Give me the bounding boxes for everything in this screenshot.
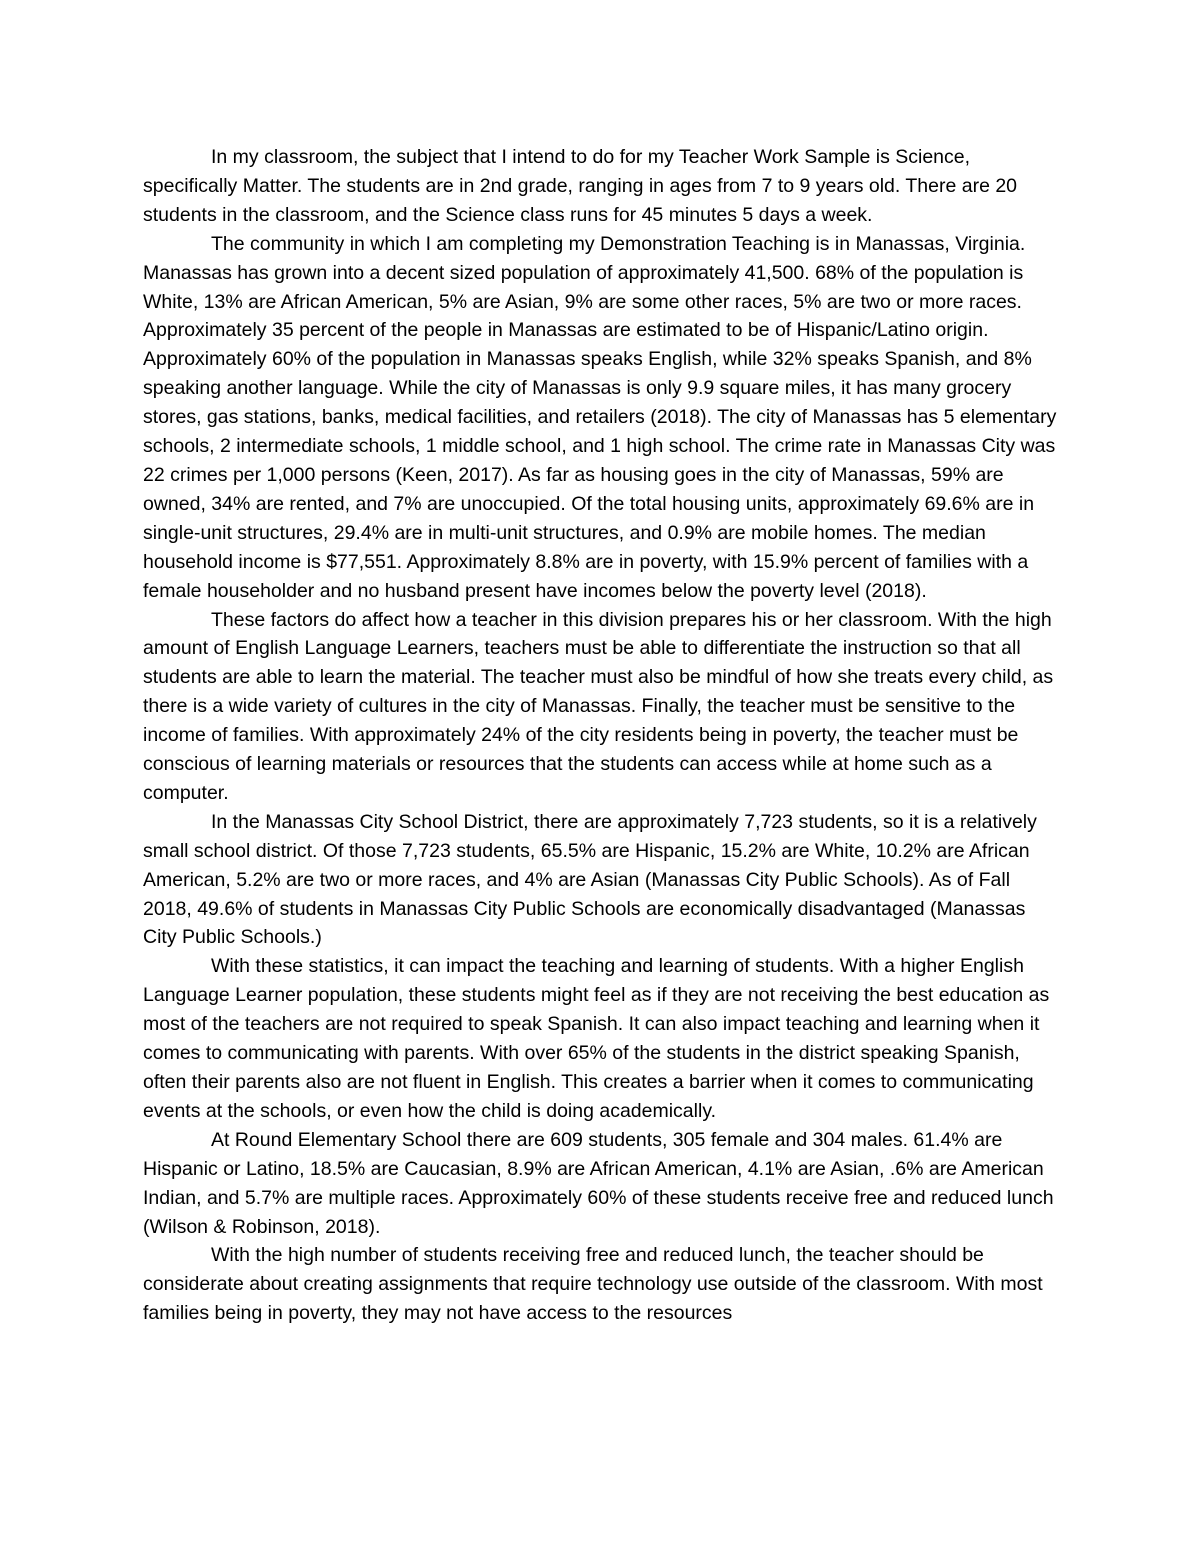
paragraph-factors: These factors do affect how a teacher in this division prepares his or her classroom. With the high amount of English Language Learners, teachers must be able to differentiate the instruction so that all students are able to learn the material. The teacher must also be mindful of how she treats every child, as there is a wide variety of cultures in the city of Manassas. Finally, the teacher must be sensitive to the income of families. With approximately 24% of the city residents being in poverty, the teacher must be conscious of learning materials or resources that the students can access while at home such as a computer.: [143, 608, 1054, 804]
paragraph-statistics-impact: With these statistics, it can impact the teaching and learning of students. With a higher English Language Learner population, these students might feel as if they are not receiving the best education as most of the teachers are not required to speak Spanish. It can also impact teaching and learning when it comes to communicating with parents. With over 65% of the students in the district speaking Spanish, often their parents also are not fluent in English. This creates a barrier when it comes to communicating events at the schools, or even how the child is doing academically.: [143, 955, 1050, 1122]
paragraph-community: The community in which I am completing my Demonstration Teaching is in Manassas, Virginia. Manassas has grown into a decent sized population of approximately 41,500. 68% of the population is White, 13% are African American, 5% are Asian, 9% are some other races, 5% are two or more races. Approximately 35 percent of the people in Manassas are estimated to be of Hispanic/Latino origin. Approximately 60% of the population in Manassas speaks English, while 32% speaks Spanish, and 8% speaking another language. While the city of Manassas is only 9.9 square miles, it has many grocery stores, gas stations, banks, medical facilities, and retailers (2018). The city of Manassas has 5 elementary schools, 2 intermediate schools, 1 middle school, and 1 high school. The crime rate in Manassas City was 22 crimes per 1,000 persons (Keen, 2017). As far as housing goes in the city of Manassas, 59% are owned, 34% are rented, and 7% are unoccupied. Of the total housing units, approximately 69.6% are in single-unit structures, 29.4% are in multi-unit structures, and 0.9% are mobile homes. The median household income is $77,551. Approximately 8.8% are in poverty, with 15.9% percent of families with a female householder and no husband present have incomes below the poverty level (2018).: [143, 232, 1057, 602]
paragraph-round-elementary: At Round Elementary School there are 609 students, 305 female and 304 males. 61.4% are Hispanic or Latino, 18.5% are Caucasian, 8.9% are African American, 4.1% are Asian, .6% are American Indian, and 5.7% are multiple races. Approximately 60% of these students receive free and reduced lunch (Wilson & Robinson, 2018).: [143, 1128, 1054, 1238]
document-body: [143, 143, 1063, 1328]
paragraph-free-lunch: With the high number of students receiving free and reduced lunch, the teacher should be considerate about creating assignments that require technology use outside of the classroom. With most families being in poverty, they may not have access to the resources: [143, 1244, 1043, 1325]
paragraph-school-district: In the Manassas City School District, there are approximately 7,723 students, so it is a relatively small school district. Of those 7,723 students, 65.5% are Hispanic, 15.2% are White, 10.2% are African American, 5.2% are two or more races, and 4% are Asian (Manassas City Public Schools). As of Fall 2018, 49.6% of students in Manassas City Public Schools are economically disadvantaged (Manassas City Public Schools.): [143, 810, 1037, 949]
paragraph-classroom-subject: In my classroom, the subject that I intend to do for my Teacher Work Sample is Science, specifically Matter. The students are in 2nd grade, ranging in ages from 7 to 9 years old. There are 20 students in the classroom, and the Science class runs for 45 minutes 5 days a week.: [143, 146, 1018, 226]
